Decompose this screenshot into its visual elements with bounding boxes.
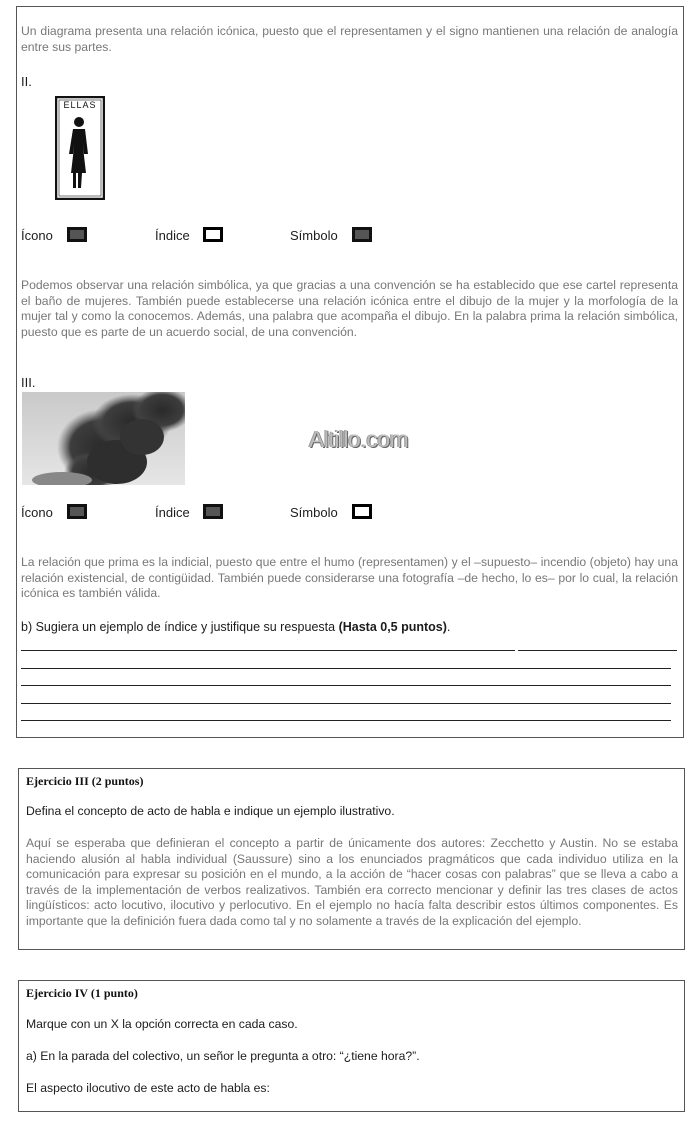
sign-text: ELLAS xyxy=(63,100,97,110)
answer-line-2[interactable] xyxy=(21,668,671,669)
answer-line-4[interactable] xyxy=(21,703,671,704)
question-b-text: b) Sugiera un ejemplo de índice y justifique su respuesta xyxy=(21,620,339,634)
option-a-icono-checkbox[interactable] xyxy=(67,227,87,242)
watermark-logo: Altillo.com xyxy=(309,426,409,452)
ejercicio-iv-aspect: El aspecto ilocutivo de este acto de habla es: xyxy=(26,1081,270,1095)
answer-line-1a[interactable] xyxy=(21,650,515,651)
intro-paragraph: Un diagrama presenta una relación icónica, puesto que el representamen y el signo mantienen una relación de analogía entre sus partes. xyxy=(21,24,678,54)
question-b xyxy=(21,620,450,634)
restroom-sign-image xyxy=(55,96,105,200)
option-a-simbolo-label: Símbolo xyxy=(290,228,338,243)
option-b-indice-label: Índice xyxy=(155,505,190,520)
ejercicio-iv-instruction: Marque con un X la opción correcta en cada caso. xyxy=(26,1017,298,1031)
answer-line-5[interactable] xyxy=(21,720,671,721)
question-b-suffix: . xyxy=(446,620,451,634)
option-a-indice-checkbox[interactable] xyxy=(203,227,223,242)
item-iii-label: III. xyxy=(21,375,36,390)
option-b-simbolo-checkbox[interactable] xyxy=(352,504,372,519)
option-b-indice-checkbox[interactable] xyxy=(203,504,223,519)
option-a-simbolo-checkbox[interactable] xyxy=(352,227,372,242)
option-b-icono-label: Ícono xyxy=(21,505,53,520)
answer-a-paragraph: Podemos observar una relación simbólica, ya que gracias a una convención se ha establecido que ese cartel representa el baño de mujeres. También puede establecerse una relación icónica entre el dibujo de la mujer y la morfología de la mujer tal y como la conocemos. Además, una palabra que acompaña el dibujo. En la palabra prima la relación simbólica, puesto que es parte de un acuerdo social, de una convención. xyxy=(21,278,678,339)
option-b-icono-checkbox[interactable] xyxy=(67,504,87,519)
answer-line-1b[interactable] xyxy=(518,650,677,651)
question-b-points: (Hasta 0,5 puntos) xyxy=(338,620,447,634)
smoke-photo xyxy=(22,392,185,485)
ejercicio-iii-title: Ejercicio III (2 puntos) xyxy=(26,774,144,788)
option-a-indice-label: Índice xyxy=(155,228,190,243)
option-a-icono-label: Ícono xyxy=(21,228,53,243)
item-ii-label: II. xyxy=(21,74,32,89)
ejercicio-iv-title: Ejercicio IV (1 punto) xyxy=(26,986,138,1000)
ejercicio-iii-prompt: Defina el concepto de acto de habla e indique un ejemplo ilustrativo. xyxy=(26,804,395,818)
ejercicio-iv-item-a: a) En la parada del colectivo, un señor le pregunta a otro: “¿tiene hora?”. xyxy=(26,1049,420,1063)
answer-b-paragraph: La relación que prima es la indicial, puesto que entre el humo (representamen) y el –supuesto– incendio (objeto) hay una relación existencial, de contigüidad. También puede considerarse una fotografía –de hecho, lo es– por lo cual, la relación icónica es también válida. xyxy=(21,555,678,600)
answer-line-3[interactable] xyxy=(21,685,671,686)
option-b-simbolo-label: Símbolo xyxy=(290,505,338,520)
ejercicio-iii-answer: Aquí se esperaba que definieran el concepto a partir de únicamente dos autores: Zecchetto y Austin. No se estaba haciendo alusión al habla individual (Saussure) sino a los enunciados pragmáticos que cada individuo utiliza en la comunicación para expresar su posición en el mundo, a la acción de “hacer cosas con palabras” que se lleva a cabo a través de la implementación de verbos realizativos. También era correcto mencionar y definir las tres clases de actos lingüísticos: acto locutivo, ilocutivo y perlocutivo. En el ejemplo no hacía falta describir estos últimos componentes. Es importante que la definición fuera dada como tal y no solamente a través de la explicación del ejemplo. xyxy=(26,836,678,928)
